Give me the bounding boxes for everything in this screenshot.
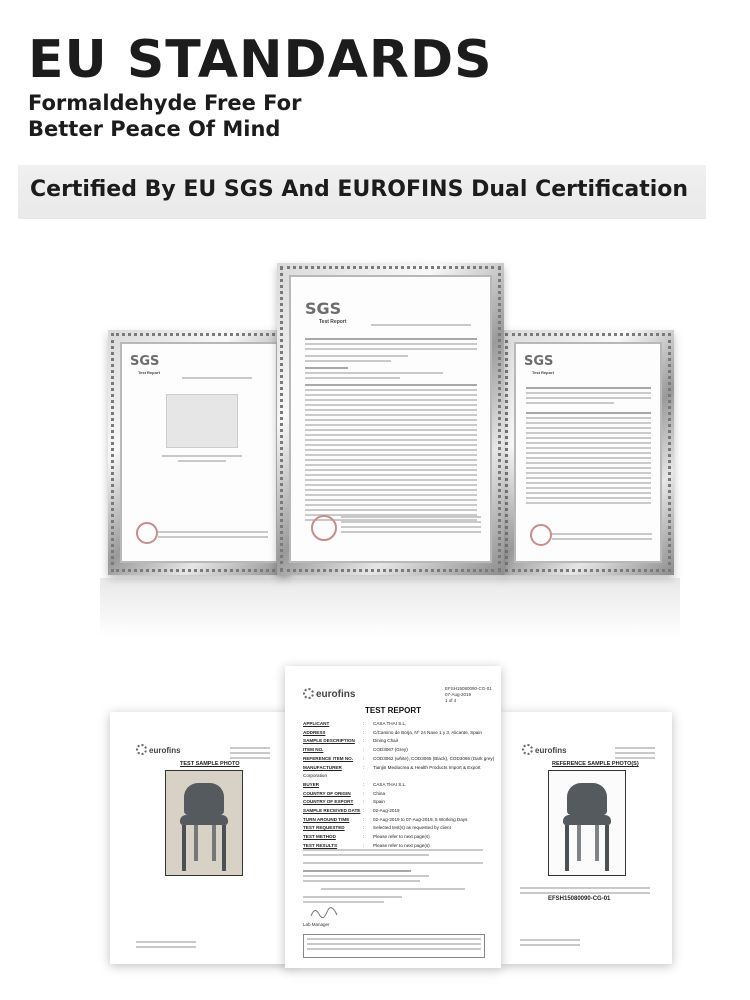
sample-photo-heading: TEST SAMPLE PHOTO [180, 761, 240, 767]
chair-leg [577, 825, 581, 861]
field-row: REFERENCE ITEM NO. : COD3062 (white), COD3065 (Black), COD3066 (Dark grey) [303, 755, 495, 761]
sgs-stamp-icon [136, 522, 158, 544]
report-label: Test Report [532, 370, 554, 375]
report-page: 1 of 4 [445, 698, 457, 703]
sgs-stamp-icon [311, 515, 337, 541]
report-fields [303, 720, 501, 851]
field-row: TEST METHOD : Please refer to next page(s) [303, 834, 430, 840]
field-row: BUYER : CASA THAI S.L. [303, 781, 407, 787]
field-row: COUNTRY OF ORIGIN : China [303, 790, 386, 796]
certificate-page [120, 342, 278, 563]
sgs-logo: SGS [130, 354, 160, 369]
certification-banner [18, 165, 706, 219]
chair-leg [565, 825, 569, 871]
chair-leg [605, 825, 609, 871]
certificate-page [514, 342, 662, 563]
chair-leg [212, 825, 216, 861]
eurofins-logo-icon [136, 744, 147, 755]
field-row: SAMPLE RECEIVED DATE : 02-Aug-2019 [303, 808, 400, 814]
chair-seat [180, 815, 228, 825]
report-meta-lines [230, 744, 270, 762]
sgs-certificate-frame-left [108, 330, 290, 575]
banner-text: Certified By EU SGS And EUROFINS Dual Certification [30, 177, 689, 202]
field-row: APPLICANT : CASA THAI S.L. [303, 721, 407, 726]
sgs-logo: SGS [524, 354, 554, 369]
header-lines [371, 321, 471, 329]
disclaimer-lines [303, 846, 483, 906]
footer-lines [158, 528, 268, 541]
chair-back [567, 783, 607, 815]
reference-photo-heading: REFERENCE SAMPLE PHOTO(S) [552, 761, 639, 767]
report-label: Test Report [319, 319, 347, 325]
chair-leg [595, 825, 599, 861]
signer-title: Lab Manager [303, 922, 330, 927]
field-row: ADDRESS : C/Camino de Borja, Nº 24 Nave 1 y 3, Alicante, Spain [303, 729, 482, 735]
frame-reflection [100, 578, 680, 638]
header [28, 30, 493, 142]
sgs-certificate-frame-right [502, 330, 674, 575]
sgs-certificate-frame-center [277, 263, 504, 575]
chair-photo [165, 770, 243, 876]
footer-lines [520, 936, 580, 949]
eurofins-logo-icon [522, 744, 533, 755]
report-date: 07-Aug-2019 [445, 692, 472, 697]
field-row: COUNTRY OF EXPORT : Spain [303, 799, 385, 805]
subtitle-line-2: Better Peace Of Mind [28, 117, 281, 141]
page-title: EU STANDARDS [28, 30, 493, 90]
chair-leg [182, 825, 186, 871]
chair-leg [222, 825, 226, 871]
header-lines [182, 374, 252, 382]
eurofins-test-report-page [285, 666, 501, 968]
field-row: TEST RESULTS : Please refer to next page(s) [303, 842, 430, 848]
sgs-stamp-icon [530, 524, 552, 546]
eurofins-logo [522, 744, 567, 755]
caption-lines [162, 452, 242, 465]
chair-seat [563, 815, 611, 825]
eurofins-logo-text: eurofins [535, 746, 567, 755]
eurofins-sample-photo-page [110, 712, 292, 964]
report-title: TEST REPORT [364, 706, 421, 715]
report-meta-lines [615, 744, 655, 762]
field-row: TURN AROUND TIME : 02-Aug-2019 to 07-Aug-2019, 5 Working Days [303, 816, 468, 822]
eurofins-logo-icon [303, 688, 314, 699]
reference-chair-photo [548, 770, 626, 876]
chair-back [184, 783, 224, 815]
eurofins-logo-text: eurofins [316, 689, 356, 700]
footer-lines [136, 938, 196, 951]
certificate-page [289, 275, 492, 563]
footer-lines [552, 530, 652, 543]
sgs-logo: SGS [305, 299, 342, 318]
footer-lines [341, 513, 481, 536]
report-label: Test Report [138, 370, 160, 375]
field-row: SAMPLE DESCRIPTION : Dining Chair [303, 738, 399, 744]
signature-icon [309, 906, 339, 920]
report-body-lines [305, 335, 477, 524]
eurofins-logo-text: eurofins [149, 746, 181, 755]
subtitle-line-1: Formaldehyde Free For [28, 91, 302, 115]
field-row: ITEM NO. : COD3067 (Grey) [303, 747, 408, 753]
report-code: EFSH15080090-CG-01 [548, 896, 611, 902]
eurofins-reference-photo-page [500, 712, 672, 964]
report-number: EFSH15080090-CG-01 [445, 686, 492, 691]
table-lines [526, 384, 651, 507]
chair-leg [194, 825, 198, 861]
terms-box [303, 934, 485, 958]
sample-image [166, 394, 238, 448]
field-row: MANUFACTURER : Tianjin Mediocrea & Health Products Import & Export Corporation [303, 764, 481, 779]
eurofins-logo [303, 688, 355, 700]
report-meta [445, 686, 492, 704]
field-row: TEST REQUESTED : Selected test(s) as requested by client [303, 825, 451, 831]
eurofins-logo [136, 744, 181, 755]
